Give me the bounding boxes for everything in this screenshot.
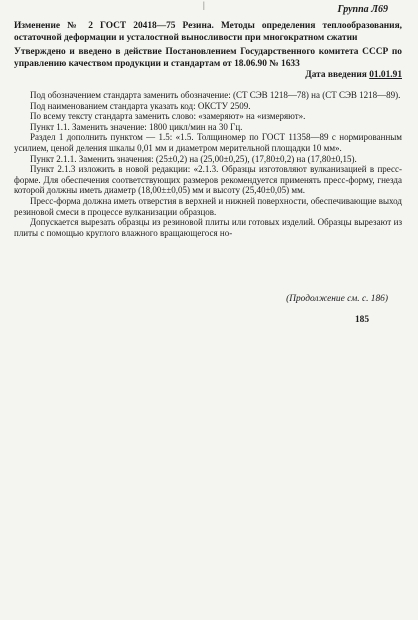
paragraph: Раздел 1 дополнить пунктом — 1.5: «1.5. Толщиномер по ГОСТ 11358—89 с нормированным усилием, ценой деления шкалы 0,01 мм и диаметром мерительной площадки 10 мм». bbox=[14, 132, 402, 153]
effective-date-label: Дата введения bbox=[305, 70, 367, 80]
paragraph: Под наименованием стандарта указать код: ОКСТУ 2509. bbox=[30, 100, 251, 111]
paragraph: Допускается вырезать образцы из резиновой плиты или готовых изделий. Образцы вырезают из плиты с помощью круглого влажного вращающегося но- bbox=[14, 217, 402, 238]
effective-date-value: 01.01.91 bbox=[369, 70, 402, 80]
paragraph: Пункт 2.1.1. Заменить значения: (25±0,2) на (25,00±0,25), (17,80±0,2) на (17,80±0,15). bbox=[30, 153, 357, 164]
page-number: 185 bbox=[354, 315, 369, 325]
paragraph: Пункт 2.1.3 изложить в новой редакции: «2.1.3. Образцы изготовляют вулканизацией в пресс-форме. Для обеспечения соответствующих размеров рекомендуется применять пресс-форму, гнезда которой должны иметь диаметр (18,00±±0,05) мм и высоту (25,40±0,05) мм. bbox=[14, 164, 402, 196]
effective-date bbox=[305, 70, 402, 80]
paragraph: Пресс-форма должна иметь отверстия в верхней и нижней поверхности, обеспечивающие выход резиновой смеси в процессе вулканизации образцов. bbox=[14, 195, 402, 217]
paragraph: По всему тексту стандарта заменить слово: «замеряют» на «измеряют». bbox=[30, 111, 306, 122]
continuation-note: (Продолжение см. с. 186) bbox=[286, 294, 388, 304]
paragraph: Под обозначением стандарта заменить обозначение: (СТ СЭВ 1218—78) на (СТ СЭВ 1218—89). bbox=[30, 90, 401, 100]
amendment-body bbox=[14, 90, 402, 238]
paragraph: Пункт 1.1. Заменить значение: 1800 цикл/мин на 30 Гц. bbox=[30, 121, 243, 132]
approval-statement: Утверждено и введено в действие Постановлением Государственного комитета СССР по управлению качеством продукции и стандартам от 18.06.90 № 1633 bbox=[14, 47, 402, 69]
group-label: Группа Л69 bbox=[337, 4, 388, 15]
top-mark: | bbox=[203, 0, 205, 10]
amendment-title: Изменение № 2 ГОСТ 20418—75 Резина. Методы определения теплообразования, остаточной деформации и усталостной выносливости при многократном сжатии bbox=[14, 21, 402, 43]
